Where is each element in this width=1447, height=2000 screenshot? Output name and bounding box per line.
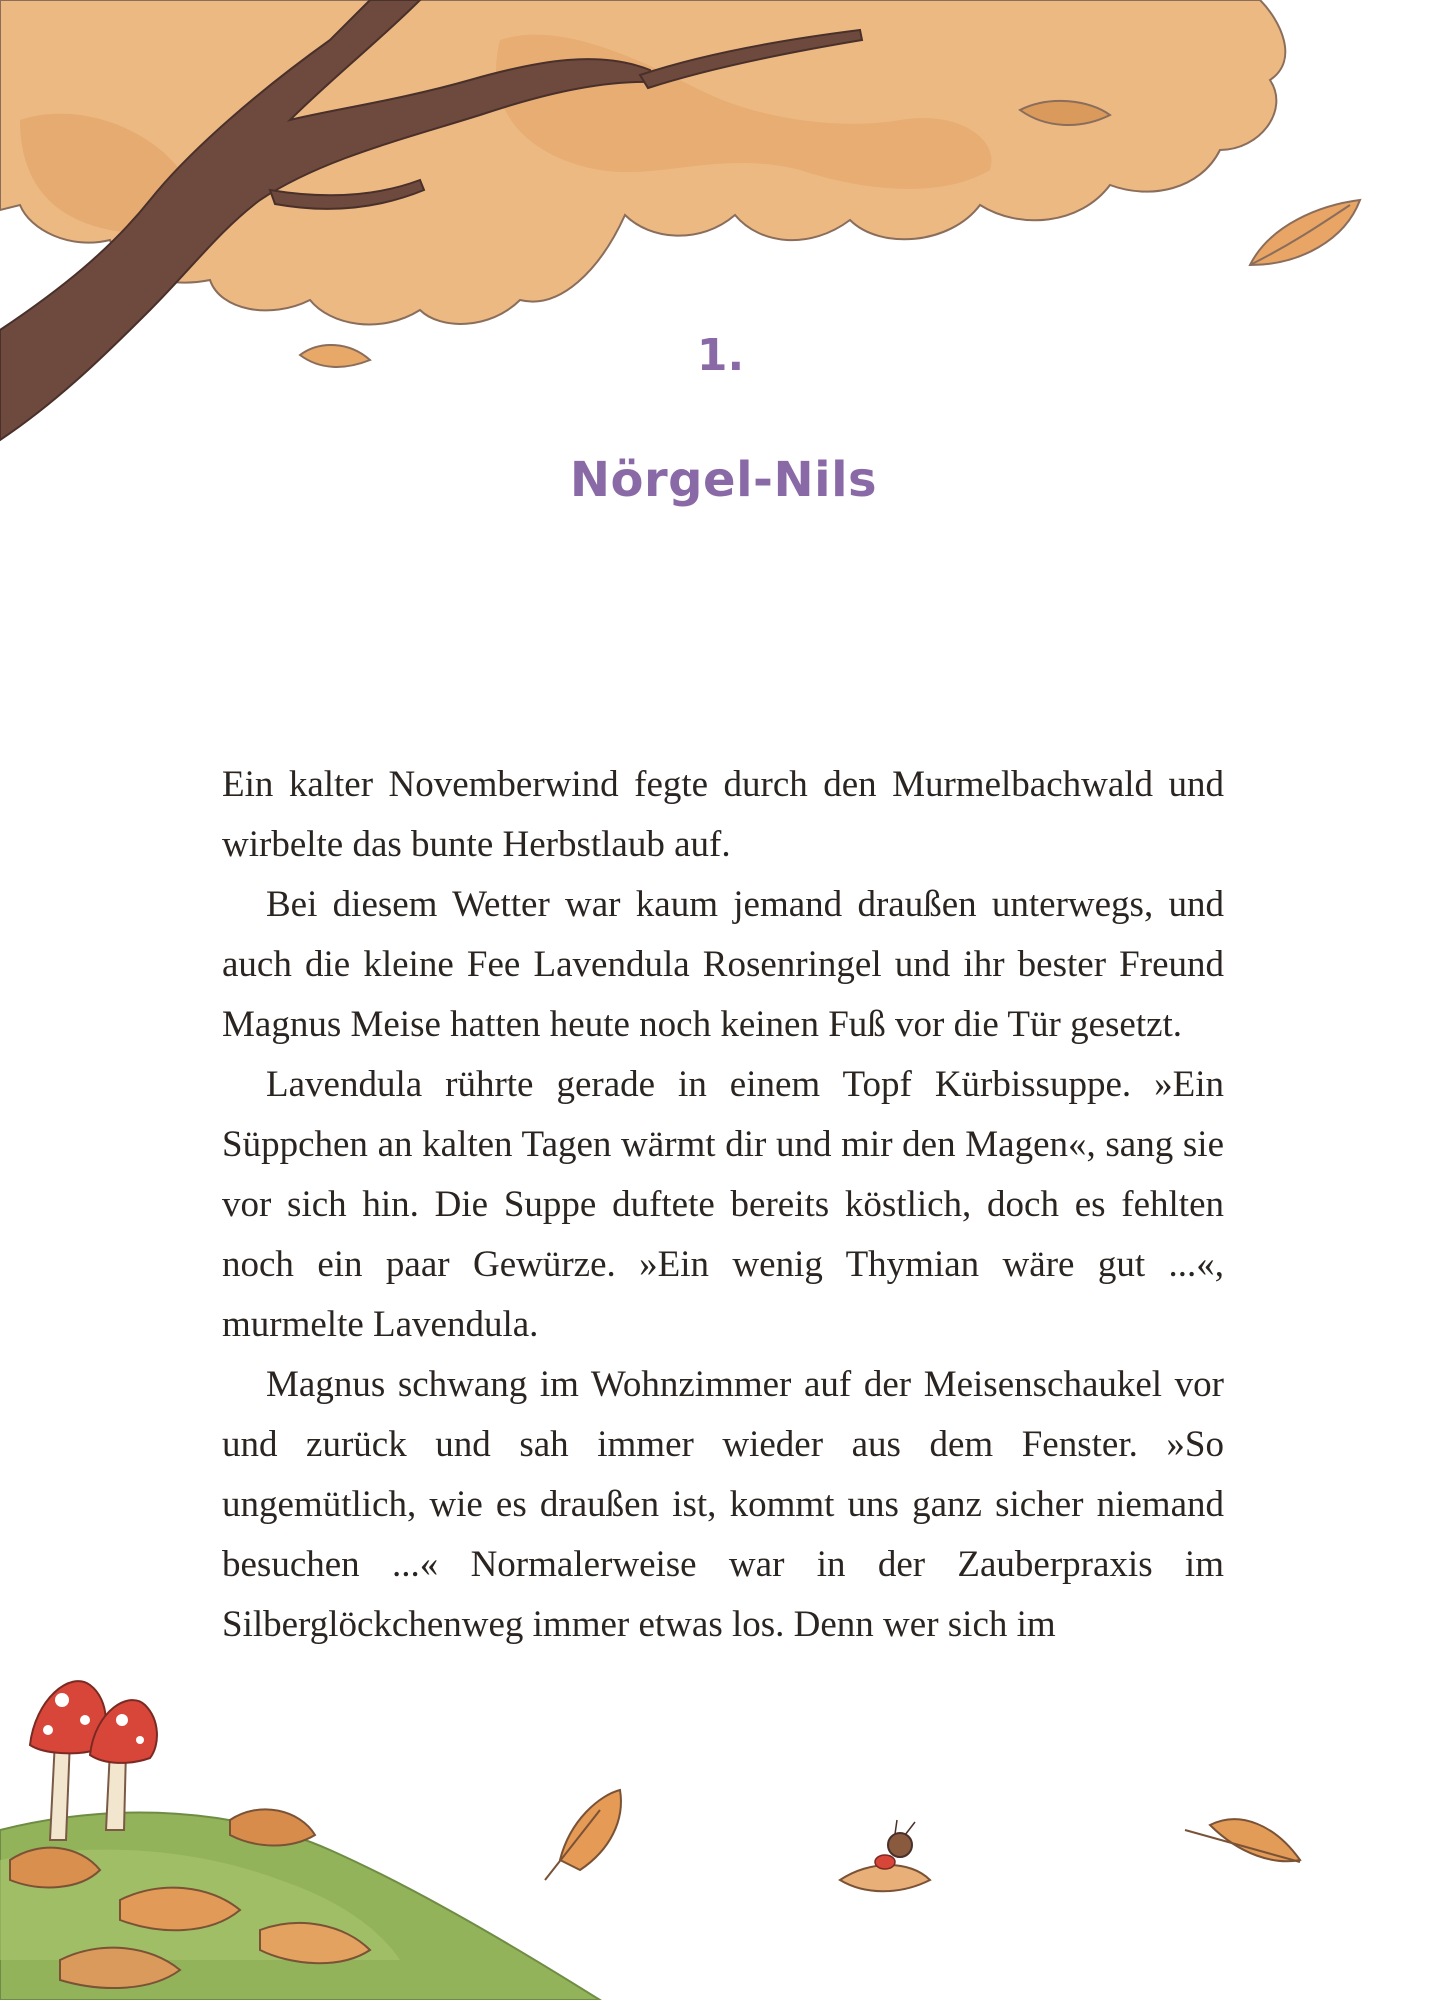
paragraph: Ein kalter Novemberwind fegte durch den Murmelbachwald und wirbelte das bunte Herbstlaub auf.	[222, 764, 1224, 865]
ladybug-icon	[875, 1820, 915, 1869]
body-text	[222, 755, 1224, 1655]
oak-leaf-icon	[1185, 1819, 1300, 1862]
paragraph: Bei diesem Wetter war kaum jemand draußen unterwegs, und auch die kleine Fee Lavendula Rosenringel und ihr bester Freund Magnus Meise hatten heute noch keinen Fuß vor die Tür gesetzt.	[222, 884, 1224, 1045]
paragraph: Magnus schwang im Wohnzimmer auf der Meisenschaukel vor und zurück und sah immer wieder aus dem Fenster. »So ungemütlich, wie es draußen ist, kommt uns ganz sicher niemand besuchen ...« Normalerweise war in der Zauberpraxis im Silberglöckchenweg immer etwas los. Denn wer sich im	[222, 1364, 1224, 1645]
oak-leaf-icon	[545, 1790, 621, 1880]
falling-leaf-icon	[1250, 200, 1360, 265]
paragraph: Lavendula rührte gerade in einem Topf Kürbissuppe. »Ein Süppchen an kalten Tagen wärmt dir und mir den Magen«, sang sie vor sich hin. Die Suppe duftete bereits köstlich, doch es fehlten noch ein paar Gewürze. »Ein wenig Thymian wäre gut ...«, murmelte Lavendula.	[222, 1064, 1224, 1345]
chapter-number: 1.	[696, 330, 745, 381]
chapter-title: Nörgel-Nils	[569, 452, 878, 508]
